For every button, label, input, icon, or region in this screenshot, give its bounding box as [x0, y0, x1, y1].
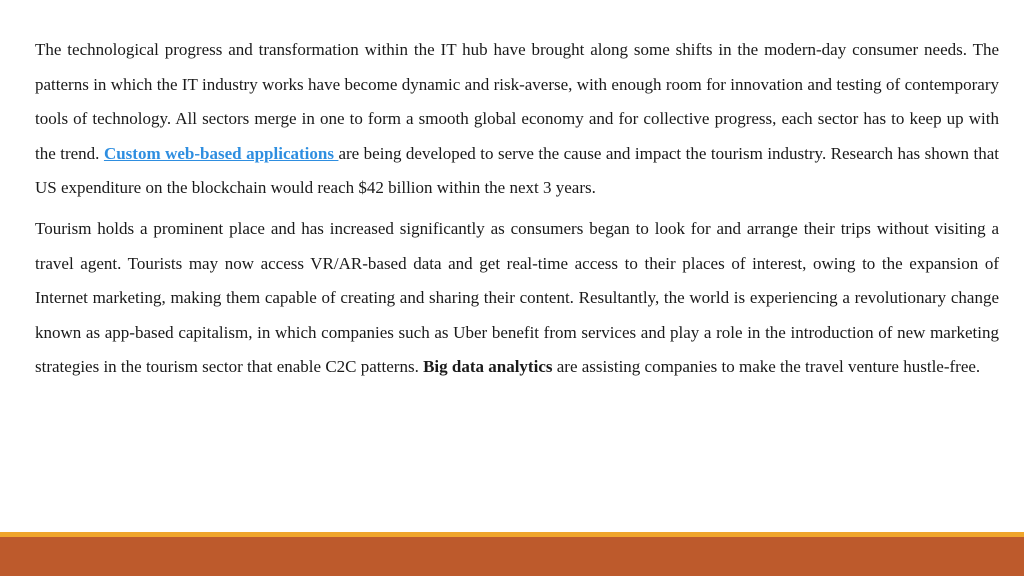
footer-bar — [0, 537, 1024, 576]
paragraph-tourism — [35, 212, 999, 385]
paragraph-1-text-start: The technological progress and transformation within the IT hub have brought along some shifts in the modern-day consumer needs. The patterns in which the IT industry works have become dynamic and risk-averse, with enough room for innovation and testing of contemporary tools of technology. All sectors merge in one to form a smooth global economy and for collective progress, each sector has to keep up with the trend. — [35, 40, 999, 163]
custom-web-apps-link[interactable]: Custom web-based applications — [103, 143, 339, 163]
paragraph-blockchain — [35, 33, 999, 206]
paragraph-2-text-start: Tourism holds a prominent place and has increased significantly as consumers began to look for and arrange their trips without visiting a travel agent. Tourists may now access VR/AR-based data and get real-time access to their places of interest, owing to the expansion of Internet marketing, making them capable of creating and sharing their content. Resultantly, the world is experiencing a revolutionary change known as app-based capitalism, in which companies such as Uber benefit from services and play a role in the introduction of new marketing strategies in the tourism sector that enable C2C patterns. — [35, 218, 999, 377]
big-data-analytics-emphasis: Big data analytics — [423, 357, 553, 377]
paragraph-2-text-end: are assisting companies to make the travel venture hustle-free. — [552, 357, 981, 377]
slide-body — [35, 33, 999, 391]
paragraph-1-text-end: are being developed to serve the cause and impact the tourism industry. Research has shown that US expenditure on the blockchain would reach $42 billion within the next 3 years. — [35, 143, 999, 198]
